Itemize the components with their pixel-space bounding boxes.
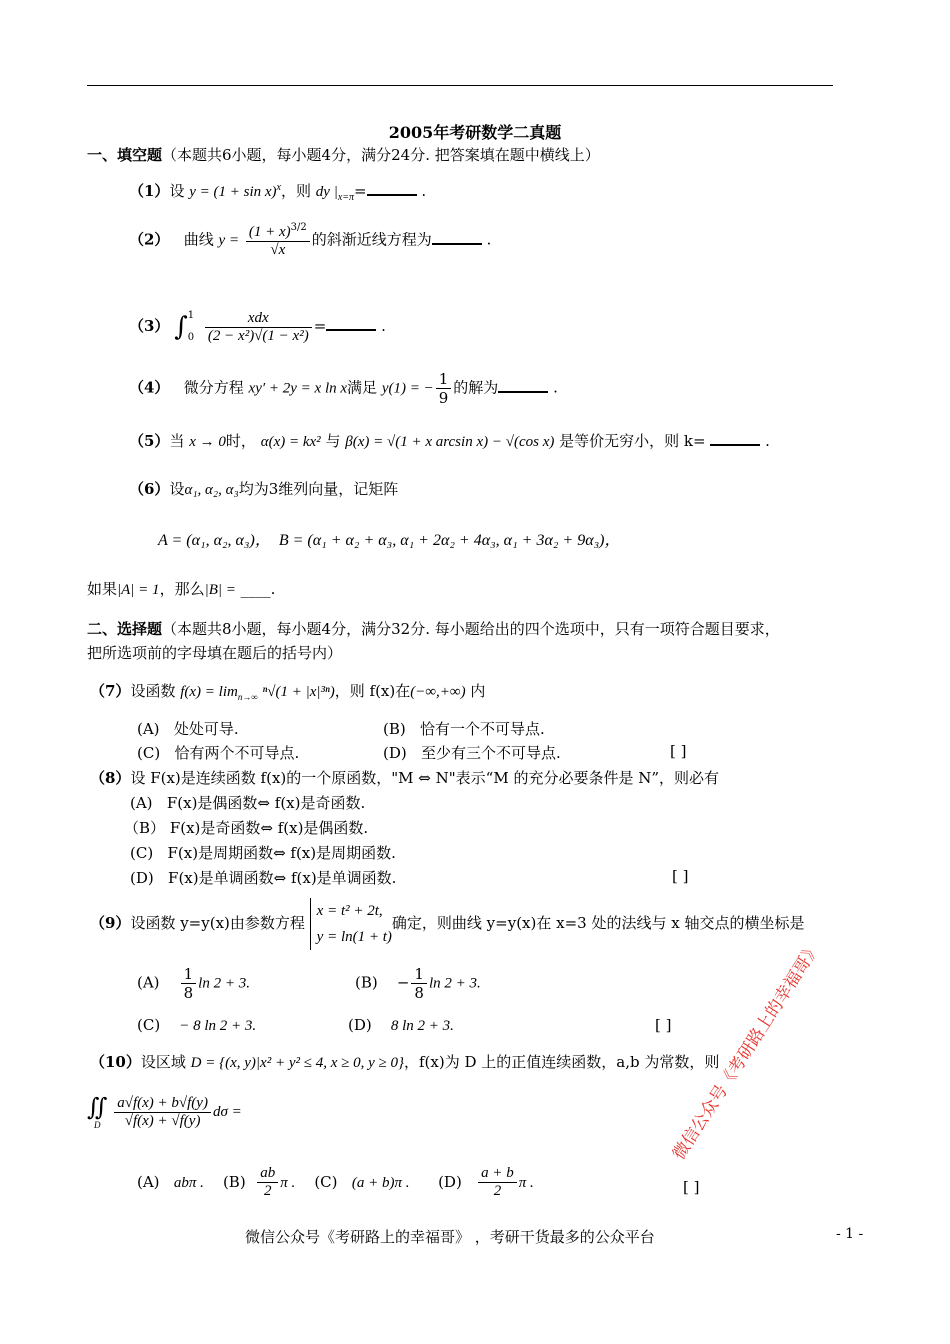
option-label: (D) (438, 1172, 462, 1191)
q4-fden: 9 (438, 389, 449, 407)
option-text: 8 ln 2 + 3. (390, 1018, 454, 1034)
fden: 8 (183, 984, 194, 1002)
q10-tail: dσ = (212, 1104, 242, 1120)
q6-number: （6） (129, 480, 170, 498)
q8-option-d[interactable] (130, 867, 396, 888)
option-text: 恰有两个不可导点. (174, 744, 300, 762)
q9-param-equations (310, 898, 392, 950)
option-label: （B） (124, 819, 166, 837)
q9-number: （9） (90, 914, 131, 932)
q1-expr: y = (1 + sin x) (189, 184, 277, 200)
q9-option-b[interactable] (355, 965, 481, 1002)
q4-text: 微分方程 (183, 378, 244, 397)
q7-text-c: 内 (470, 682, 486, 700)
section2-note-1: （本题共8小题，每小题4分，满分32分. 每小题给出的四个选项中，只有一项符合题目要求， (162, 620, 780, 638)
q5-answer-blank[interactable] (710, 430, 760, 446)
q5-end: . (765, 432, 770, 450)
q10-option-d[interactable] (438, 1165, 534, 1199)
q7-option-b[interactable] (383, 718, 545, 739)
fnum: ab (257, 1165, 278, 1183)
q8-option-a[interactable] (130, 792, 365, 813)
q6-matrix-a: A = (α₁, α₂, α₃)， (158, 532, 271, 549)
q10-integral (87, 1094, 242, 1130)
q4-number: （4） (129, 378, 170, 397)
option-label: (D) (130, 869, 154, 887)
q2-lhs: y = (218, 232, 240, 249)
q2-exponent: 3/2 (290, 222, 307, 233)
q6-text: 设 (169, 480, 185, 498)
q5-text-d: 是等价无穷小，则 k= (559, 432, 706, 450)
question-1 (129, 180, 426, 203)
q8-number: （8） (90, 769, 131, 787)
option-label: (C) (137, 1016, 161, 1034)
page-footer: 微信公众号《考研路上的幸福哥》 ，考研干货最多的公众平台 (245, 1228, 655, 1246)
fnum: 1 (411, 965, 427, 984)
q7-interval: (−∞,+∞) (410, 684, 466, 700)
q6-answer-blank[interactable]: ____. (240, 580, 276, 598)
option-label: (B) (355, 973, 378, 992)
q7-number: （7） (90, 682, 131, 700)
double-integral-sign: ∬ (87, 1093, 108, 1121)
q2-numerator: (1 + x) (248, 224, 291, 240)
q5-beta: β(x) = √(1 + x arcsin x) − √(cos x) (345, 434, 555, 450)
option-text: ln 2 + 3. (198, 975, 250, 992)
q9-option-d[interactable] (348, 1016, 454, 1035)
option-text: 至少有三个不可导点. (421, 744, 561, 762)
header-rule (87, 85, 833, 86)
option-text: − 8 ln 2 + 3. (179, 1018, 257, 1034)
q7-answer-bracket[interactable]: [ ] (670, 742, 687, 760)
q9-answer-bracket[interactable]: [ ] (655, 1016, 672, 1034)
q5-text-c: 与 (325, 432, 341, 450)
q4-end: . (553, 378, 558, 397)
q4-equation: xy′ + 2y = x ln x (248, 380, 348, 397)
q5-condition: x → 0 (189, 434, 226, 450)
q8-option-c[interactable] (130, 842, 396, 863)
question-2 (129, 222, 491, 259)
q1-eq: = (354, 182, 367, 200)
option-label: (A) (137, 720, 160, 738)
q6-cond-a: 如果 (87, 580, 118, 598)
q9-option-c[interactable] (137, 1016, 256, 1035)
q10-text: 设区域 (140, 1053, 186, 1071)
option-label: (C) (130, 844, 154, 862)
option-text: π . (518, 1174, 534, 1191)
option-sign: − (396, 973, 410, 992)
q7-option-a[interactable] (137, 718, 239, 739)
q1-answer-blank[interactable] (367, 180, 417, 196)
option-label: (D) (383, 744, 407, 762)
q6-det-b: |B| = (204, 582, 236, 598)
q9-eq1: x = t² + 2t, (316, 903, 383, 919)
question-6 (129, 478, 398, 499)
q10-option-a[interactable] (137, 1173, 204, 1191)
q4-fraction (436, 370, 452, 407)
question-9 (90, 898, 804, 950)
fden: 2 (263, 1183, 272, 1199)
q4-answer-blank[interactable] (498, 377, 548, 393)
q3-eq: = (313, 317, 327, 335)
option-fraction (411, 965, 427, 1002)
q10-option-b[interactable] (222, 1165, 296, 1199)
q10-text-b: ，f(x)为 D 上的正值连续函数，a,b 为常数，则 (404, 1053, 720, 1071)
q10-number: （10） (90, 1053, 141, 1071)
q1-end: . (421, 182, 427, 200)
q1-text: 设 (169, 182, 185, 200)
q7-option-c[interactable] (137, 742, 299, 763)
page-title: 2005年考研数学二真题 (388, 123, 562, 142)
q6-matrix-b: B = (α₁ + α₂ + α₃, α₁ + 2α₂ + 4α₃, α₁ + 3α₂ + 9α₃)， (278, 532, 621, 549)
q9-text-b: 确定，则曲线 y=y(x)在 x=3 处的法线与 x 轴交点的横坐标是 (391, 914, 805, 932)
q2-number: （2） (129, 230, 170, 249)
fnum: 1 (181, 965, 197, 984)
q10-int-domain: D (93, 1120, 101, 1130)
option-text: π . (280, 1174, 296, 1191)
q7-root: ⁿ√(1 + |x|³ⁿ) (262, 684, 335, 700)
question-4 (129, 370, 558, 407)
q6-text-b: 均为3维列向量，记矩阵 (238, 480, 399, 498)
option-text: ln 2 + 3. (428, 975, 481, 992)
option-fraction (257, 1165, 278, 1200)
section1-heading: 一、填空题 (87, 146, 163, 164)
section1-heading-line (87, 144, 600, 165)
q2-end: . (486, 230, 492, 249)
q3-denominator: (2 − x²)√(1 − x²) (207, 327, 309, 344)
section2-note-2: 把所选项前的字母填在题后的括号内） (87, 644, 343, 662)
q1-exp: x (276, 182, 281, 193)
question-3 (129, 305, 386, 349)
q7-text: 设函数 (130, 682, 176, 700)
fnum: a + b (478, 1165, 517, 1183)
page-number: - 1 - (836, 1226, 864, 1242)
option-text: 恰有一个不可导点. (420, 720, 545, 738)
q3-end: . (381, 317, 386, 335)
option-fraction (478, 1165, 517, 1200)
q5-number: （5） (129, 432, 170, 450)
integral-sign: ∫ (174, 312, 188, 342)
q5-text: 当 (169, 432, 185, 450)
q1-text-b: ，则 (281, 182, 312, 200)
q6-condition-line (87, 578, 275, 599)
watermark-text: 微信公众号《考研路上的幸福哥》 (669, 938, 825, 1164)
option-text: F(x)是周期函数⇔ f(x)是周期函数. (167, 844, 396, 862)
q3-fraction (205, 310, 312, 345)
section2-heading-line (87, 618, 780, 639)
q10-answer-bracket[interactable]: [ ] (683, 1178, 700, 1196)
q1-number: （1） (129, 182, 170, 200)
q1-expr2: dy | (315, 184, 338, 200)
option-label: (D) (348, 1016, 372, 1034)
q1-sub: x=π (337, 192, 355, 203)
q6-vectors: α₁, α₂, α₃ (184, 482, 239, 498)
q4-text-b: 满足 (347, 378, 378, 397)
option-label: (A) (130, 794, 153, 812)
q2-text-b: 的斜渐近线方程为 (311, 230, 432, 249)
q9-eq2: y = ln(1 + t) (316, 929, 392, 945)
fden: 8 (414, 984, 424, 1002)
fden: 2 (493, 1183, 502, 1199)
option-text: F(x)是单调函数⇔ f(x)是单调函数. (168, 869, 397, 887)
q3-numerator: xdx (205, 310, 312, 328)
q8-option-b[interactable] (124, 817, 368, 838)
question-5 (129, 430, 770, 451)
q10-option-c[interactable] (314, 1173, 409, 1191)
q6-cond-b: ，那么 (159, 580, 205, 598)
section1-note: （本题共6小题，每小题4分，满分24分. 把答案填在题中横线上） (162, 146, 600, 164)
option-label: (B) (383, 720, 406, 738)
option-text: (a + b)π . (351, 1174, 410, 1191)
option-label: (A) (137, 1172, 160, 1191)
q6-det-a: |A| = 1 (117, 582, 160, 598)
q9-option-a[interactable] (137, 965, 250, 1002)
q4-text-c: 的解为 (453, 378, 499, 397)
q6-matrices (158, 527, 621, 550)
q4-fnum: 1 (436, 370, 452, 389)
q3-lower: 0 (187, 332, 195, 343)
q10-options (137, 1165, 534, 1200)
q5-alpha: α(x) = kx² (260, 434, 321, 450)
q9-text: 设函数 y=y(x)由参数方程 (130, 914, 305, 932)
option-label: (B) (222, 1172, 246, 1191)
q5-text-b: 时， (225, 432, 256, 450)
option-fraction (181, 965, 197, 1002)
q7-text-b: ，则 f(x)在 (334, 682, 411, 700)
q8-answer-bracket[interactable]: [ ] (672, 867, 689, 885)
q2-answer-blank[interactable] (432, 229, 482, 245)
q3-answer-blank[interactable] (326, 315, 376, 331)
option-text: F(x)是偶函数⇔ f(x)是奇函数. (166, 794, 366, 812)
option-text: abπ . (173, 1174, 204, 1191)
q2-text: 曲线 (183, 230, 214, 249)
q3-number: （3） (129, 317, 170, 335)
option-label: (C) (137, 744, 161, 762)
q8-text: 设 F(x)是连续函数 f(x)的一个原函数，"M ⇔ N"表示“M 的充分必要条件是 N”，则必有 (130, 769, 720, 787)
section2-heading: 二、选择题 (87, 620, 163, 638)
q10-denominator: √f(x) + √f(y) (124, 1112, 201, 1129)
question-10 (90, 1051, 719, 1072)
q7-limit-sub: n→∞ (237, 692, 258, 702)
option-text: 处处可导. (173, 720, 239, 738)
q2-fraction (246, 222, 310, 259)
option-text: F(x)是奇函数⇔ f(x)是偶函数. (169, 819, 369, 837)
question-7 (90, 680, 485, 702)
q10-numerator: a√f(x) + b√f(y) (114, 1095, 211, 1113)
option-label: (A) (137, 973, 160, 992)
option-label: (C) (314, 1172, 338, 1191)
q7-option-d[interactable] (383, 742, 561, 763)
question-8 (90, 767, 719, 788)
q4-condition: y(1) = − (381, 380, 434, 397)
q7-expr: f(x) = lim (180, 684, 238, 700)
q2-denominator: √x (270, 242, 286, 258)
q3-upper: 1 (187, 310, 195, 321)
q10-fraction (114, 1095, 211, 1130)
q10-region: D = {(x, y)|x² + y² ≤ 4, x ≥ 0, y ≥ 0} (190, 1055, 404, 1071)
